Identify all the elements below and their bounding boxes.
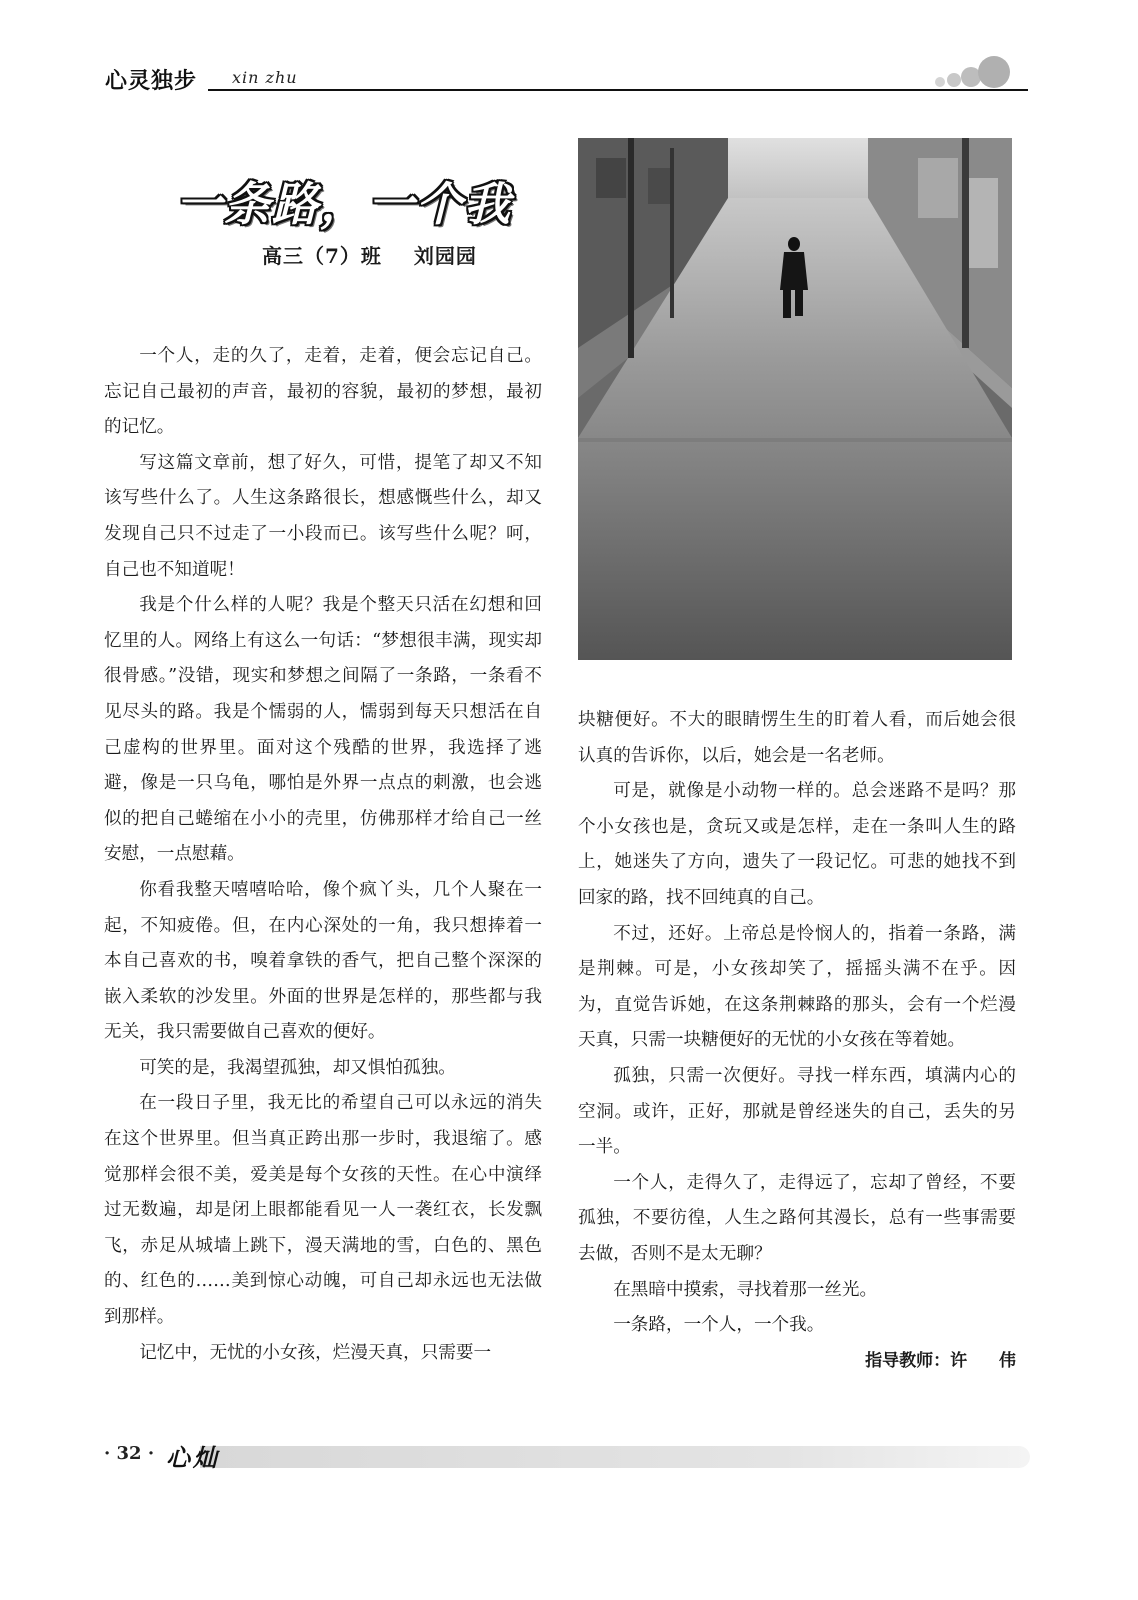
advisor-credit: 指导教师：许 伟 bbox=[865, 1350, 1016, 1371]
paragraph: 一条路，一个人，一个我。 bbox=[613, 1315, 825, 1336]
paragraph: 不过，还好。上帝总是怜悯人的，指着一条路，满是荆棘。可是，小女孩却笑了，摇摇头满不在乎。因为，直觉告诉她，在这条荆棘路的那头，会有一个烂漫天真，只需一块糖便好的无忧的小女孩在等着她。 bbox=[578, 923, 1016, 1051]
section-pinyin: xin zhu bbox=[232, 68, 298, 87]
article-byline: 高三（7）班 刘园园 bbox=[262, 244, 477, 268]
right-column bbox=[578, 703, 1016, 1379]
header-rule bbox=[208, 89, 1028, 91]
paragraph: 写这篇文章前，想了好久，可惜，提笔了却又不知该写些什么了。人生这条路很长，想感慨些什么，却又发现自己只不过走了一小段而已。该写些什么呢？呵，自己也不知道呢！ bbox=[104, 452, 542, 580]
paragraph: 可笑的是，我渴望孤独，却又惧怕孤独。 bbox=[139, 1057, 456, 1078]
paragraph: 记忆中，无忧的小女孩，烂漫天真，只需要一 bbox=[139, 1342, 492, 1363]
street-photo-icon bbox=[578, 138, 1012, 660]
footer-bar bbox=[200, 1446, 1030, 1468]
paragraph: 在一段日子里，我无比的希望自己可以永远的消失在这个世界里。但当真正跨出那一步时，我退缩了。感觉那样会很不美，爱美是每个女孩的天性。在心中演绎过无数遍，却是闭上眼都能看见一人一袭红衣，长发飘飞，赤足从城墙上跳下，漫天满地的雪，白色的、黑色的、红色的……美到惊心动魄，可自己却永远也无法做到那样。 bbox=[104, 1093, 542, 1328]
page-number: · 32 · bbox=[104, 1443, 155, 1464]
paragraph: 我是个什么样的人呢？我是个整天只活在幻想和回忆里的人。网络上有这么一句话：“梦想很丰满，现实却很骨感。”没错，现实和梦想之间隔了一条路，一条看不见尽头的路。我是个懦弱的人，懦弱到每天只想活在自己虚构的世界里。面对这个残酷的世界，我选择了逃避，像是一只乌龟，哪怕是外界一点点的刺激，也会逃似的把自己蜷缩在小小的壳里，仿佛那样才给自己一丝安慰，一点慰藉。 bbox=[104, 595, 542, 865]
paragraph-continuation: 块糖便好。不大的眼睛愣生生的盯着人看，而后她会很认真的告诉你，以后，她会是一名老师。 bbox=[578, 710, 1016, 766]
street-photo bbox=[578, 138, 1012, 660]
magazine-name: 心灿 bbox=[166, 1443, 220, 1472]
paragraph: 在黑暗中摸索，寻找着那一丝光。 bbox=[613, 1279, 878, 1300]
paragraph: 孤独，只需一次便好。寻找一样东西，填满内心的空洞。或许，正好，那就是曾经迷失的自己，丢失的另一半。 bbox=[578, 1065, 1016, 1158]
section-title: 心灵独步 bbox=[105, 69, 198, 94]
paragraph: 一个人，走的久了，走着，走着，便会忘记自己。忘记自己最初的声音，最初的容貌，最初的梦想，最初的记忆。 bbox=[104, 346, 542, 438]
decorative-dots-icon bbox=[930, 48, 1040, 98]
paragraph: 一个人，走得久了，走得远了，忘却了曾经，不要孤独，不要彷徨，人生之路何其漫长，总有一些事需要去做，否则不是太无聊？ bbox=[578, 1172, 1016, 1264]
paragraph: 你看我整天嘻嘻哈哈，像个疯丫头，几个人聚在一起，不知疲倦。但，在内心深处的一角，我只想捧着一本自己喜欢的书，嗅着拿铁的香气，把自己整个深深的嵌入柔软的沙发里。外面的世界是怎样的，那些都与我无关，我只需要做自己喜欢的便好。 bbox=[104, 879, 542, 1043]
left-column bbox=[104, 339, 542, 1371]
article-title: 一条路，一个我 bbox=[176, 177, 512, 231]
paragraph: 可是，就像是小动物一样的。总会迷路不是吗？那个小女孩也是，贪玩又或是怎样，走在一条叫人生的路上，她迷失了方向，遗失了一段记忆。可悲的她找不到回家的路，找不回纯真的自己。 bbox=[578, 781, 1016, 908]
